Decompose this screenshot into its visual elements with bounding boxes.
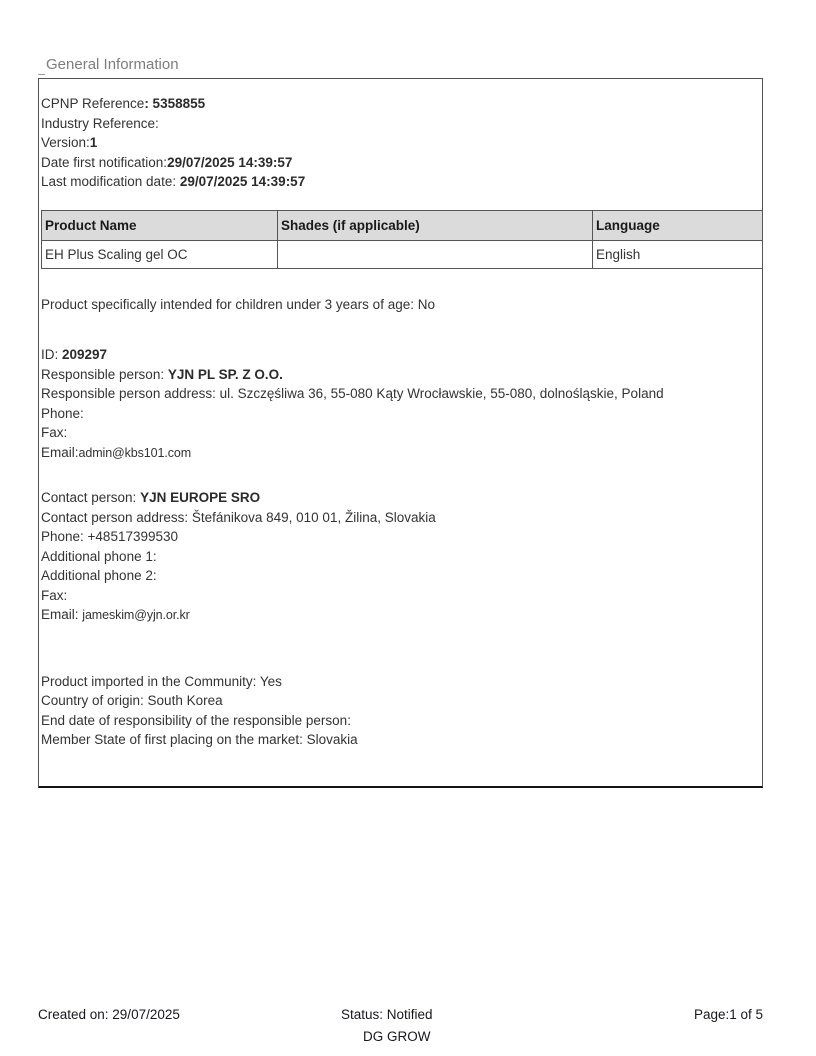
- contact-email-label: Email:: [41, 607, 83, 622]
- end-date-responsibility-line: End date of responsibility of the responsible person:: [41, 712, 351, 728]
- responsible-person-block: [41, 345, 758, 463]
- responsible-person-label: Responsible person:: [41, 366, 168, 382]
- cpnp-reference-label: CPNP Reference: [41, 96, 145, 111]
- last-modification-value: 29/07/2025 14:39:57: [179, 174, 306, 189]
- responsible-person-line: [41, 365, 758, 385]
- contact-person-value: YJN EUROPE SRO: [140, 490, 261, 505]
- cell-language: English: [593, 240, 763, 268]
- imported-line: Product imported in the Community: Yes: [41, 673, 282, 689]
- responsible-email-label: Email:: [41, 444, 79, 460]
- responsible-email-value: admin@kbs101.com: [78, 445, 192, 460]
- product-table: [41, 210, 763, 269]
- id-label: ID:: [41, 347, 63, 362]
- market-info-block: [41, 672, 758, 750]
- responsible-person-address-line: Responsible person address: ul. Szczęśliwa 36, 55-080 Kąty Wrocławskie, 55-080, dolnośląskie, Poland: [41, 386, 664, 401]
- last-modification-line: [41, 172, 758, 192]
- version-value: 1: [89, 135, 98, 150]
- cpnp-reference-line: [41, 94, 758, 114]
- contact-email-line: [41, 605, 758, 626]
- column-header-language: Language: [593, 210, 763, 240]
- id-line: [41, 345, 758, 365]
- contact-person-line: [41, 488, 758, 508]
- column-header-shades: Shades (if applicable): [278, 210, 593, 240]
- responsible-fax-line: Fax:: [41, 425, 68, 440]
- date-first-notification-label: Date first notification:: [41, 154, 168, 170]
- additional-phone-2-line: Additional phone 2:: [41, 568, 157, 583]
- column-header-product-name: Product Name: [42, 210, 278, 240]
- contact-person-address-line: Contact person address: Štefánikova 849, 010 01, Žilina, Slovakia: [41, 509, 436, 525]
- footer-status: Status: Notified: [341, 1007, 433, 1022]
- cell-product-name: EH Plus Scaling gel OC: [42, 240, 278, 268]
- cpnp-reference-value: : 5358855: [144, 96, 206, 111]
- section-title: General Information: [46, 56, 179, 73]
- responsible-phone-line: Phone:: [41, 405, 84, 421]
- contact-person-block: [41, 488, 758, 626]
- footer-created-on: Created on: 29/07/2025: [38, 1007, 180, 1022]
- children-statement: Product specifically intended for children under 3 years of age: No: [41, 296, 435, 312]
- contact-phone-line: Phone: +48517399530: [41, 529, 179, 544]
- cell-shades: [278, 240, 593, 268]
- industry-reference-line: Industry Reference:: [41, 115, 159, 131]
- date-first-notification-line: [41, 153, 758, 173]
- version-line: [41, 133, 758, 153]
- additional-phone-1-line: Additional phone 1:: [41, 548, 157, 564]
- responsible-email-line: [41, 443, 758, 464]
- last-modification-label: Last modification date:: [41, 174, 180, 189]
- id-value: 209297: [62, 347, 108, 362]
- footer-page-number: Page:1 of 5: [693, 1007, 763, 1022]
- contact-person-label: Contact person:: [41, 490, 141, 505]
- date-first-notification-value: 29/07/2025 14:39:57: [167, 154, 293, 170]
- version-label: Version:: [41, 135, 90, 150]
- product-table-row: [42, 240, 763, 268]
- contact-email-value: jameskim@yjn.or.kr: [82, 608, 190, 622]
- member-state-line: Member State of first placing on the market: Slovakia: [41, 732, 358, 747]
- responsible-person-value: YJN PL SP. Z O.O.: [167, 366, 283, 382]
- general-information-box: [38, 78, 763, 788]
- contact-fax-line: Fax:: [41, 587, 68, 603]
- legend-dash: [38, 74, 45, 75]
- footer-org: DG GROW: [363, 1029, 431, 1044]
- country-of-origin-line: Country of origin: South Korea: [41, 693, 223, 708]
- product-table-header-row: [42, 210, 763, 240]
